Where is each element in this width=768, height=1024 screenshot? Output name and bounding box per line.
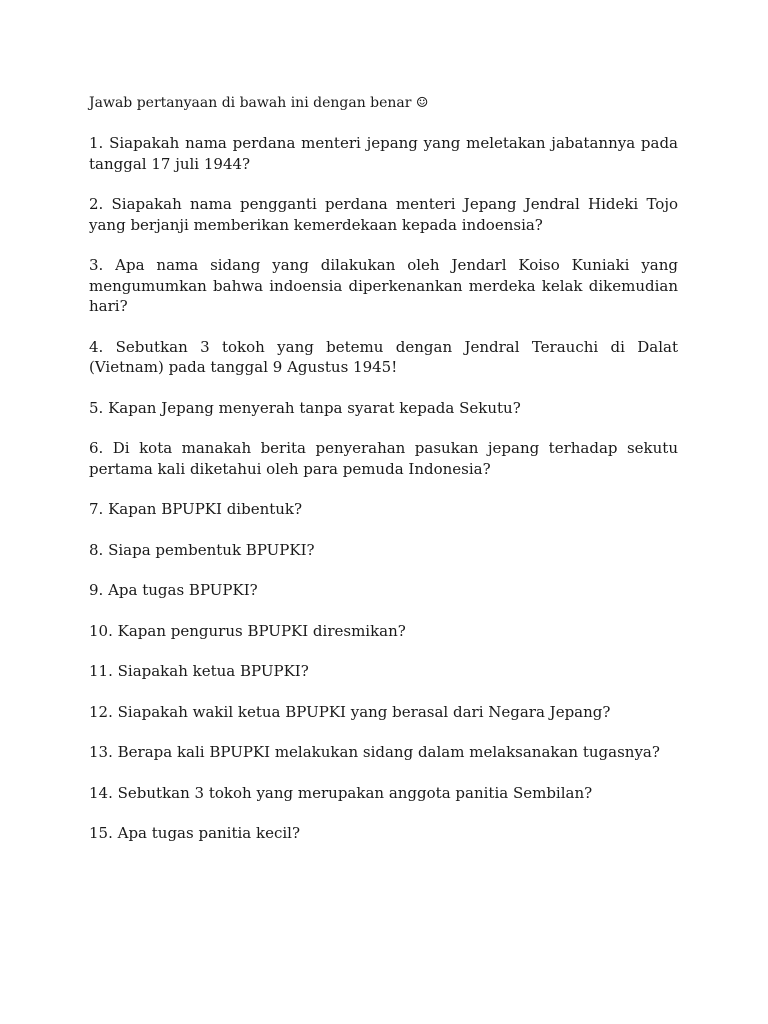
question-13: 13. Berapa kali BPUPKI melakukan sidang dalam melaksanakan tugasnya?	[89, 743, 660, 761]
question-11: 11. Siapakah ketua BPUPKI?	[89, 662, 309, 680]
question-10: 10. Kapan pengurus BPUPKI diresmikan?	[89, 621, 406, 640]
question-1: 1. Siapakah nama perdana menteri jepang yang meletakan jabatannya pada tanggal 17 juli 1944?	[89, 134, 678, 173]
document-page	[89, 92, 678, 864]
question-8: 8. Siapa pembentuk BPUPKI?	[89, 540, 315, 559]
question-15: 15. Apa tugas panitia kecil?	[89, 824, 301, 842]
question-4: 4. Sebutkan 3 tokoh yang betemu dengan Jendral Terauchi di Dalat (Vietnam) pada tanggal 9 Agustus 1945!	[89, 337, 678, 376]
question-12: 12. Siapakah wakil ketua BPUPKI yang berasal dari Negara Jepang?	[89, 702, 611, 721]
question-14: 14. Sebutkan 3 tokoh yang merupakan anggota panitia Sembilan?	[89, 783, 593, 802]
question-5: 5. Kapan Jepang menyerah tanpa syarat kepada Sekutu?	[89, 398, 521, 417]
question-2: 2. Siapakah nama pengganti perdana menteri Jepang Jendral Hideki Tojo yang berjanji memberikan kemerdekaan kepada indoensia?	[89, 195, 678, 234]
question-3: 3. Apa nama sidang yang dilakukan oleh Jendarl Koiso Kuniaki yang mengumumkan bahwa indoensia diperkenankan merdeka kelak dikemudian hari?	[89, 256, 678, 315]
question-9: 9. Apa tugas BPUPKI?	[89, 581, 258, 599]
question-7: 7. Kapan BPUPKI dibentuk?	[89, 500, 303, 518]
intro-text: Jawab pertanyaan di bawah ini dengan benar ☺	[89, 95, 429, 111]
question-6: 6. Di kota manakah berita penyerahan pasukan jepang terhadap sekutu pertama kali diketahui oleh para pemuda Indonesia?	[89, 439, 678, 478]
